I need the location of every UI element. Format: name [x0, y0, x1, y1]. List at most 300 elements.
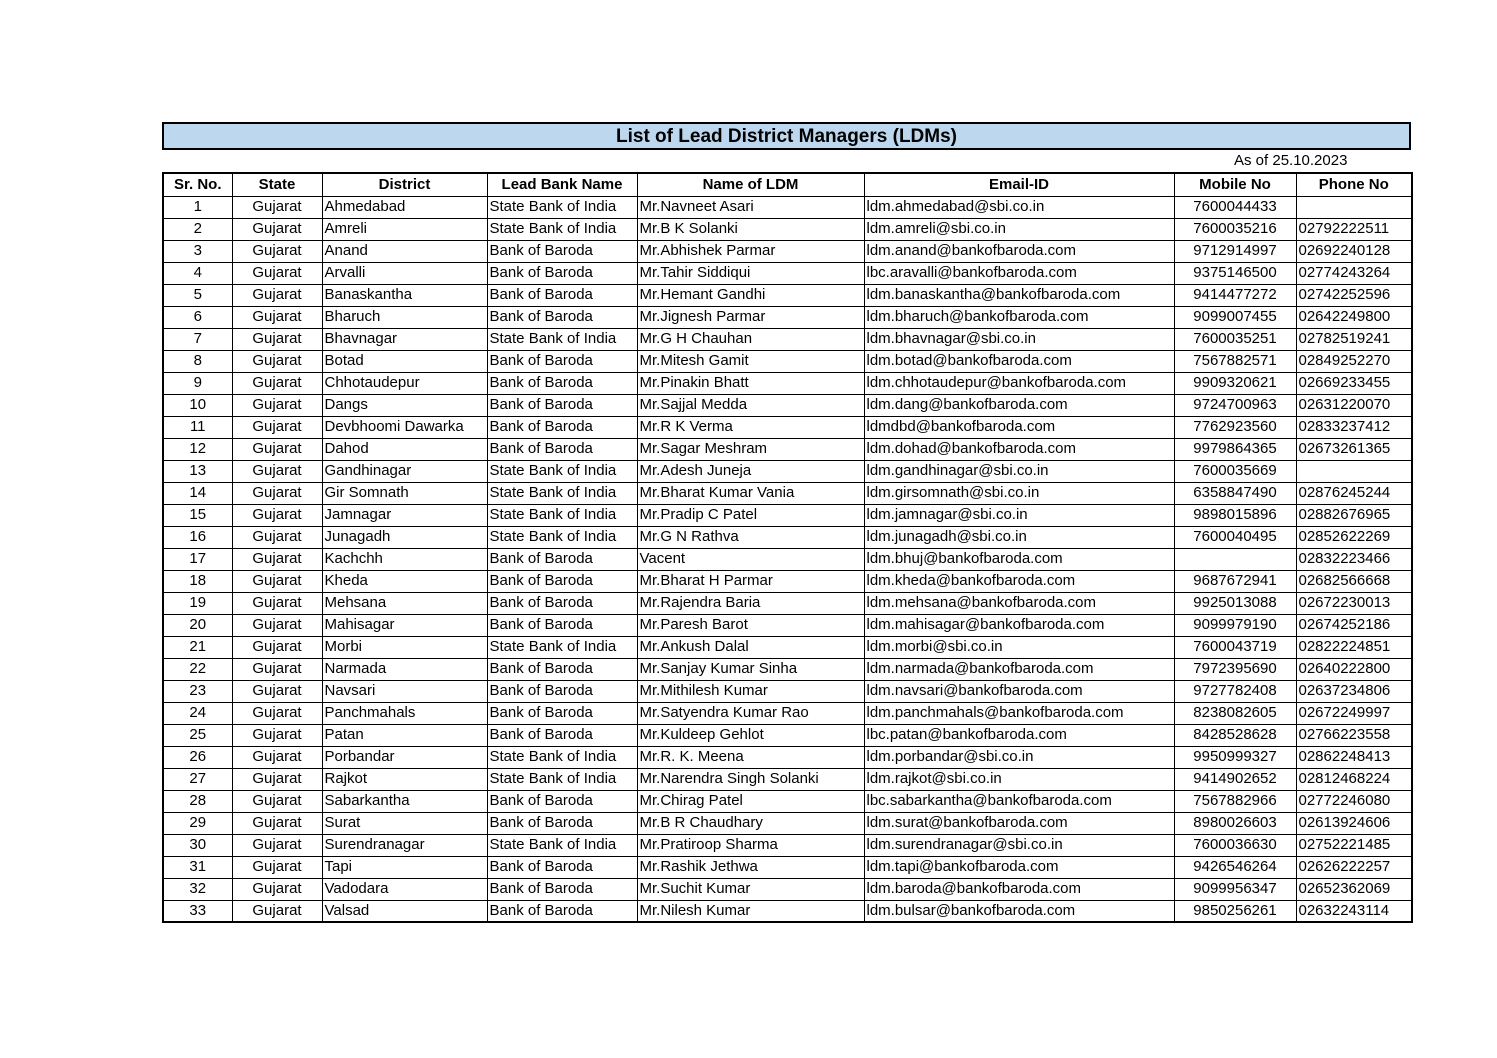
district-cell: Valsad [322, 900, 487, 922]
state-cell: Gujarat [232, 394, 322, 416]
phone-cell: 02792222511 [1296, 218, 1412, 240]
as-of-row [162, 150, 1411, 172]
table-row [163, 438, 1412, 460]
table-row [163, 328, 1412, 350]
district-cell: Porbandar [322, 746, 487, 768]
lead-bank-cell: Bank of Baroda [487, 856, 637, 878]
phone-cell: 02673261365 [1296, 438, 1412, 460]
district-cell: Bhavnagar [322, 328, 487, 350]
table-row [163, 658, 1412, 680]
ldm-name-cell: Mr.Paresh Barot [637, 614, 864, 636]
state-cell: Gujarat [232, 702, 322, 724]
email-cell: ldmdbd@bankofbaroda.com [864, 416, 1174, 438]
email-cell: ldm.surendranagar@sbi.co.in [864, 834, 1174, 856]
district-cell: Narmada [322, 658, 487, 680]
ldm-name-cell: Mr.Ankush Dalal [637, 636, 864, 658]
email-cell: ldm.dohad@bankofbaroda.com [864, 438, 1174, 460]
lead-bank-cell: Bank of Baroda [487, 284, 637, 306]
table-row [163, 284, 1412, 306]
table-row [163, 482, 1412, 504]
table-header-row [163, 173, 1412, 196]
lead-bank-cell: State Bank of India [487, 328, 637, 350]
state-cell: Gujarat [232, 218, 322, 240]
ldm-name-cell: Mr.B K Solanki [637, 218, 864, 240]
mobile-cell: 9727782408 [1174, 680, 1296, 702]
mobile-cell: 6358847490 [1174, 482, 1296, 504]
mobile-cell: 9724700963 [1174, 394, 1296, 416]
email-cell: ldm.surat@bankofbaroda.com [864, 812, 1174, 834]
ldm-name-cell: Mr.Narendra Singh Solanki [637, 768, 864, 790]
district-cell: Tapi [322, 856, 487, 878]
email-cell: ldm.bhuj@bankofbaroda.com [864, 548, 1174, 570]
sr-no-cell: 17 [163, 548, 232, 570]
lead-bank-cell: State Bank of India [487, 196, 637, 218]
email-cell: ldm.anand@bankofbaroda.com [864, 240, 1174, 262]
sr-no-cell: 2 [163, 218, 232, 240]
sr-no-cell: 29 [163, 812, 232, 834]
table-row [163, 614, 1412, 636]
col-header-lead-bank: Lead Bank Name [487, 173, 637, 196]
phone-cell: 02692240128 [1296, 240, 1412, 262]
district-cell: Arvalli [322, 262, 487, 284]
mobile-cell: 8428528628 [1174, 724, 1296, 746]
table-row [163, 592, 1412, 614]
state-cell: Gujarat [232, 350, 322, 372]
lead-bank-cell: Bank of Baroda [487, 658, 637, 680]
ldm-name-cell: Mr.Nilesh Kumar [637, 900, 864, 922]
sr-no-cell: 26 [163, 746, 232, 768]
email-cell: ldm.kheda@bankofbaroda.com [864, 570, 1174, 592]
district-cell: Panchmahals [322, 702, 487, 724]
lead-bank-cell: State Bank of India [487, 834, 637, 856]
email-cell: ldm.mahisagar@bankofbaroda.com [864, 614, 1174, 636]
ldm-name-cell: Mr.Bharat Kumar Vania [637, 482, 864, 504]
ldm-name-cell: Mr.Mithilesh Kumar [637, 680, 864, 702]
table-row [163, 834, 1412, 856]
ldm-name-cell: Mr.R. K. Meena [637, 746, 864, 768]
table-row [163, 724, 1412, 746]
ldm-name-cell: Mr.Adesh Juneja [637, 460, 864, 482]
document-title: List of Lead District Managers (LDMs) [162, 122, 1411, 150]
mobile-cell: 7600044433 [1174, 196, 1296, 218]
sr-no-cell: 10 [163, 394, 232, 416]
email-cell: ldm.ahmedabad@sbi.co.in [864, 196, 1174, 218]
mobile-cell: 9426546264 [1174, 856, 1296, 878]
mobile-cell: 7972395690 [1174, 658, 1296, 680]
table-row [163, 504, 1412, 526]
state-cell: Gujarat [232, 460, 322, 482]
phone-cell: 02812468224 [1296, 768, 1412, 790]
sr-no-cell: 22 [163, 658, 232, 680]
phone-cell: 02674252186 [1296, 614, 1412, 636]
table-row [163, 878, 1412, 900]
sr-no-cell: 31 [163, 856, 232, 878]
email-cell: ldm.jamnagar@sbi.co.in [864, 504, 1174, 526]
sr-no-cell: 3 [163, 240, 232, 262]
ldm-name-cell: Mr.Navneet Asari [637, 196, 864, 218]
state-cell: Gujarat [232, 812, 322, 834]
district-cell: Gir Somnath [322, 482, 487, 504]
ldm-name-cell: Mr.Satyendra Kumar Rao [637, 702, 864, 724]
sr-no-cell: 33 [163, 900, 232, 922]
table-row [163, 196, 1412, 218]
state-cell: Gujarat [232, 746, 322, 768]
lead-bank-cell: Bank of Baroda [487, 878, 637, 900]
email-cell: lbc.patan@bankofbaroda.com [864, 724, 1174, 746]
table-row [163, 636, 1412, 658]
sr-no-cell: 27 [163, 768, 232, 790]
district-cell: Mahisagar [322, 614, 487, 636]
ldm-name-cell: Mr.Sajjal Medda [637, 394, 864, 416]
mobile-cell: 7600035669 [1174, 460, 1296, 482]
sr-no-cell: 5 [163, 284, 232, 306]
phone-cell: 02772246080 [1296, 790, 1412, 812]
table-row [163, 812, 1412, 834]
sr-no-cell: 8 [163, 350, 232, 372]
table-row [163, 218, 1412, 240]
email-cell: ldm.bulsar@bankofbaroda.com [864, 900, 1174, 922]
lead-bank-cell: State Bank of India [487, 768, 637, 790]
district-cell: Devbhoomi Dawarka [322, 416, 487, 438]
state-cell: Gujarat [232, 482, 322, 504]
mobile-cell: 8980026603 [1174, 812, 1296, 834]
state-cell: Gujarat [232, 614, 322, 636]
district-cell: Bharuch [322, 306, 487, 328]
ldm-name-cell: Mr.Abhishek Parmar [637, 240, 864, 262]
email-cell: ldm.rajkot@sbi.co.in [864, 768, 1174, 790]
district-cell: Banaskantha [322, 284, 487, 306]
phone-cell: 02882676965 [1296, 504, 1412, 526]
mobile-cell: 9414902652 [1174, 768, 1296, 790]
email-cell: ldm.botad@bankofbaroda.com [864, 350, 1174, 372]
lead-bank-cell: Bank of Baroda [487, 702, 637, 724]
sr-no-cell: 13 [163, 460, 232, 482]
lead-bank-cell: Bank of Baroda [487, 350, 637, 372]
table-row [163, 460, 1412, 482]
ldm-name-cell: Mr.G H Chauhan [637, 328, 864, 350]
sr-no-cell: 23 [163, 680, 232, 702]
mobile-cell: 7567882571 [1174, 350, 1296, 372]
col-header-phone: Phone No [1296, 173, 1412, 196]
phone-cell: 02632243114 [1296, 900, 1412, 922]
state-cell: Gujarat [232, 306, 322, 328]
phone-cell [1296, 196, 1412, 218]
table-row [163, 240, 1412, 262]
email-cell: ldm.porbandar@sbi.co.in [864, 746, 1174, 768]
district-cell: Amreli [322, 218, 487, 240]
mobile-cell: 7600043719 [1174, 636, 1296, 658]
lead-bank-cell: Bank of Baroda [487, 724, 637, 746]
sr-no-cell: 14 [163, 482, 232, 504]
mobile-cell: 9925013088 [1174, 592, 1296, 614]
table-row [163, 394, 1412, 416]
state-cell: Gujarat [232, 878, 322, 900]
district-cell: Dangs [322, 394, 487, 416]
mobile-cell: 9375146500 [1174, 262, 1296, 284]
email-cell: ldm.bharuch@bankofbaroda.com [864, 306, 1174, 328]
sr-no-cell: 21 [163, 636, 232, 658]
state-cell: Gujarat [232, 834, 322, 856]
phone-cell: 02669233455 [1296, 372, 1412, 394]
sr-no-cell: 20 [163, 614, 232, 636]
state-cell: Gujarat [232, 900, 322, 922]
state-cell: Gujarat [232, 504, 322, 526]
mobile-cell: 9979864365 [1174, 438, 1296, 460]
district-cell: Rajkot [322, 768, 487, 790]
phone-cell: 02876245244 [1296, 482, 1412, 504]
col-header-sr-no: Sr. No. [163, 173, 232, 196]
ldm-name-cell: Mr.B R Chaudhary [637, 812, 864, 834]
lead-bank-cell: Bank of Baroda [487, 548, 637, 570]
phone-cell: 02782519241 [1296, 328, 1412, 350]
mobile-cell: 9099979190 [1174, 614, 1296, 636]
state-cell: Gujarat [232, 416, 322, 438]
state-cell: Gujarat [232, 438, 322, 460]
table-row [163, 548, 1412, 570]
ldm-name-cell: Mr.Kuldeep Gehlot [637, 724, 864, 746]
lead-bank-cell: State Bank of India [487, 218, 637, 240]
mobile-cell: 7762923560 [1174, 416, 1296, 438]
sr-no-cell: 16 [163, 526, 232, 548]
district-cell: Kachchh [322, 548, 487, 570]
sr-no-cell: 28 [163, 790, 232, 812]
lead-bank-cell: Bank of Baroda [487, 262, 637, 284]
state-cell: Gujarat [232, 856, 322, 878]
col-header-email: Email-ID [864, 173, 1174, 196]
ldm-name-cell: Mr.Chirag Patel [637, 790, 864, 812]
sr-no-cell: 11 [163, 416, 232, 438]
state-cell: Gujarat [232, 570, 322, 592]
district-cell: Dahod [322, 438, 487, 460]
district-cell: Anand [322, 240, 487, 262]
phone-cell: 02833237412 [1296, 416, 1412, 438]
email-cell: ldm.baroda@bankofbaroda.com [864, 878, 1174, 900]
phone-cell: 02742252596 [1296, 284, 1412, 306]
mobile-cell: 7600040495 [1174, 526, 1296, 548]
lead-bank-cell: State Bank of India [487, 482, 637, 504]
table-row [163, 746, 1412, 768]
sr-no-cell: 6 [163, 306, 232, 328]
email-cell: ldm.amreli@sbi.co.in [864, 218, 1174, 240]
state-cell: Gujarat [232, 196, 322, 218]
table-body [163, 196, 1412, 922]
email-cell: ldm.chhotaudepur@bankofbaroda.com [864, 372, 1174, 394]
state-cell: Gujarat [232, 724, 322, 746]
table-row [163, 570, 1412, 592]
district-cell: Surendranagar [322, 834, 487, 856]
email-cell: ldm.navsari@bankofbaroda.com [864, 680, 1174, 702]
phone-cell: 02672230013 [1296, 592, 1412, 614]
state-cell: Gujarat [232, 328, 322, 350]
lead-bank-cell: Bank of Baroda [487, 306, 637, 328]
sr-no-cell: 4 [163, 262, 232, 284]
sr-no-cell: 7 [163, 328, 232, 350]
phone-cell: 02752221485 [1296, 834, 1412, 856]
phone-cell: 02822224851 [1296, 636, 1412, 658]
state-cell: Gujarat [232, 658, 322, 680]
phone-cell: 02642249800 [1296, 306, 1412, 328]
mobile-cell: 7600035216 [1174, 218, 1296, 240]
district-cell: Kheda [322, 570, 487, 592]
ldm-name-cell: Mr.Rashik Jethwa [637, 856, 864, 878]
state-cell: Gujarat [232, 592, 322, 614]
lead-bank-cell: Bank of Baroda [487, 680, 637, 702]
phone-cell: 02652362069 [1296, 878, 1412, 900]
table-row [163, 350, 1412, 372]
phone-cell: 02766223558 [1296, 724, 1412, 746]
mobile-cell: 8238082605 [1174, 702, 1296, 724]
district-cell: Junagadh [322, 526, 487, 548]
ldm-name-cell: Mr.Sanjay Kumar Sinha [637, 658, 864, 680]
email-cell: ldm.mehsana@bankofbaroda.com [864, 592, 1174, 614]
state-cell: Gujarat [232, 372, 322, 394]
sr-no-cell: 12 [163, 438, 232, 460]
email-cell: ldm.narmada@bankofbaroda.com [864, 658, 1174, 680]
lead-bank-cell: Bank of Baroda [487, 614, 637, 636]
phone-cell: 02862248413 [1296, 746, 1412, 768]
table-row [163, 526, 1412, 548]
sr-no-cell: 19 [163, 592, 232, 614]
district-cell: Sabarkantha [322, 790, 487, 812]
phone-cell: 02849252270 [1296, 350, 1412, 372]
lead-bank-cell: Bank of Baroda [487, 812, 637, 834]
ldm-name-cell: Vacent [637, 548, 864, 570]
table-row [163, 680, 1412, 702]
email-cell: lbc.aravalli@bankofbaroda.com [864, 262, 1174, 284]
lead-bank-cell: Bank of Baroda [487, 570, 637, 592]
email-cell: ldm.dang@bankofbaroda.com [864, 394, 1174, 416]
col-header-ldm-name: Name of LDM [637, 173, 864, 196]
table-row [163, 768, 1412, 790]
ldm-name-cell: Mr.Bharat H Parmar [637, 570, 864, 592]
lead-bank-cell: State Bank of India [487, 504, 637, 526]
state-cell: Gujarat [232, 636, 322, 658]
email-cell: ldm.bhavnagar@sbi.co.in [864, 328, 1174, 350]
phone-cell: 02682566668 [1296, 570, 1412, 592]
table-row [163, 790, 1412, 812]
phone-cell: 02637234806 [1296, 680, 1412, 702]
sr-no-cell: 1 [163, 196, 232, 218]
phone-cell: 02832223466 [1296, 548, 1412, 570]
phone-cell: 02852622269 [1296, 526, 1412, 548]
table-row [163, 262, 1412, 284]
district-cell: Gandhinagar [322, 460, 487, 482]
lead-bank-cell: Bank of Baroda [487, 240, 637, 262]
lead-bank-cell: Bank of Baroda [487, 372, 637, 394]
district-cell: Vadodara [322, 878, 487, 900]
table-row [163, 416, 1412, 438]
sr-no-cell: 9 [163, 372, 232, 394]
email-cell: ldm.girsomnath@sbi.co.in [864, 482, 1174, 504]
phone-cell [1296, 460, 1412, 482]
table-row [163, 900, 1412, 922]
email-cell: ldm.banaskantha@bankofbaroda.com [864, 284, 1174, 306]
phone-cell: 02774243264 [1296, 262, 1412, 284]
ldm-name-cell: Mr.Sagar Meshram [637, 438, 864, 460]
district-cell: Ahmedabad [322, 196, 487, 218]
district-cell: Navsari [322, 680, 487, 702]
mobile-cell: 7600035251 [1174, 328, 1296, 350]
state-cell: Gujarat [232, 680, 322, 702]
ldm-sheet [162, 122, 1411, 923]
email-cell: ldm.tapi@bankofbaroda.com [864, 856, 1174, 878]
ldm-name-cell: Mr.Jignesh Parmar [637, 306, 864, 328]
state-cell: Gujarat [232, 548, 322, 570]
ldm-name-cell: Mr.Pratiroop Sharma [637, 834, 864, 856]
state-cell: Gujarat [232, 240, 322, 262]
mobile-cell: 9898015896 [1174, 504, 1296, 526]
ldm-name-cell: Mr.R K Verma [637, 416, 864, 438]
mobile-cell: 9099956347 [1174, 878, 1296, 900]
email-cell: lbc.sabarkantha@bankofbaroda.com [864, 790, 1174, 812]
mobile-cell: 9414477272 [1174, 284, 1296, 306]
email-cell: ldm.gandhinagar@sbi.co.in [864, 460, 1174, 482]
ldm-name-cell: Mr.Rajendra Baria [637, 592, 864, 614]
lead-bank-cell: State Bank of India [487, 746, 637, 768]
phone-cell: 02631220070 [1296, 394, 1412, 416]
phone-cell: 02672249997 [1296, 702, 1412, 724]
mobile-cell [1174, 548, 1296, 570]
mobile-cell: 7567882966 [1174, 790, 1296, 812]
mobile-cell: 9950999327 [1174, 746, 1296, 768]
mobile-cell: 9099007455 [1174, 306, 1296, 328]
lead-bank-cell: Bank of Baroda [487, 394, 637, 416]
district-cell: Patan [322, 724, 487, 746]
sr-no-cell: 32 [163, 878, 232, 900]
phone-cell: 02640222800 [1296, 658, 1412, 680]
district-cell: Mehsana [322, 592, 487, 614]
sr-no-cell: 15 [163, 504, 232, 526]
state-cell: Gujarat [232, 284, 322, 306]
ldm-name-cell: Mr.Pradip C Patel [637, 504, 864, 526]
sr-no-cell: 30 [163, 834, 232, 856]
state-cell: Gujarat [232, 526, 322, 548]
district-cell: Botad [322, 350, 487, 372]
ldm-table [162, 172, 1413, 923]
ldm-name-cell: Mr.G N Rathva [637, 526, 864, 548]
district-cell: Chhotaudepur [322, 372, 487, 394]
email-cell: ldm.morbi@sbi.co.in [864, 636, 1174, 658]
col-header-state: State [232, 173, 322, 196]
phone-cell: 02613924606 [1296, 812, 1412, 834]
ldm-name-cell: Mr.Mitesh Gamit [637, 350, 864, 372]
lead-bank-cell: State Bank of India [487, 526, 637, 548]
table-row [163, 702, 1412, 724]
mobile-cell: 9850256261 [1174, 900, 1296, 922]
mobile-cell: 9687672941 [1174, 570, 1296, 592]
lead-bank-cell: Bank of Baroda [487, 438, 637, 460]
state-cell: Gujarat [232, 262, 322, 284]
district-cell: Morbi [322, 636, 487, 658]
lead-bank-cell: Bank of Baroda [487, 900, 637, 922]
mobile-cell: 9712914997 [1174, 240, 1296, 262]
col-header-district: District [322, 173, 487, 196]
ldm-name-cell: Mr.Suchit Kumar [637, 878, 864, 900]
mobile-cell: 9909320621 [1174, 372, 1296, 394]
ldm-name-cell: Mr.Pinakin Bhatt [637, 372, 864, 394]
sr-no-cell: 18 [163, 570, 232, 592]
lead-bank-cell: State Bank of India [487, 636, 637, 658]
sr-no-cell: 24 [163, 702, 232, 724]
email-cell: ldm.panchmahals@bankofbaroda.com [864, 702, 1174, 724]
district-cell: Surat [322, 812, 487, 834]
lead-bank-cell: Bank of Baroda [487, 416, 637, 438]
lead-bank-cell: Bank of Baroda [487, 592, 637, 614]
lead-bank-cell: Bank of Baroda [487, 790, 637, 812]
state-cell: Gujarat [232, 790, 322, 812]
lead-bank-cell: State Bank of India [487, 460, 637, 482]
as-of-date: As of 25.10.2023 [1234, 152, 1348, 169]
